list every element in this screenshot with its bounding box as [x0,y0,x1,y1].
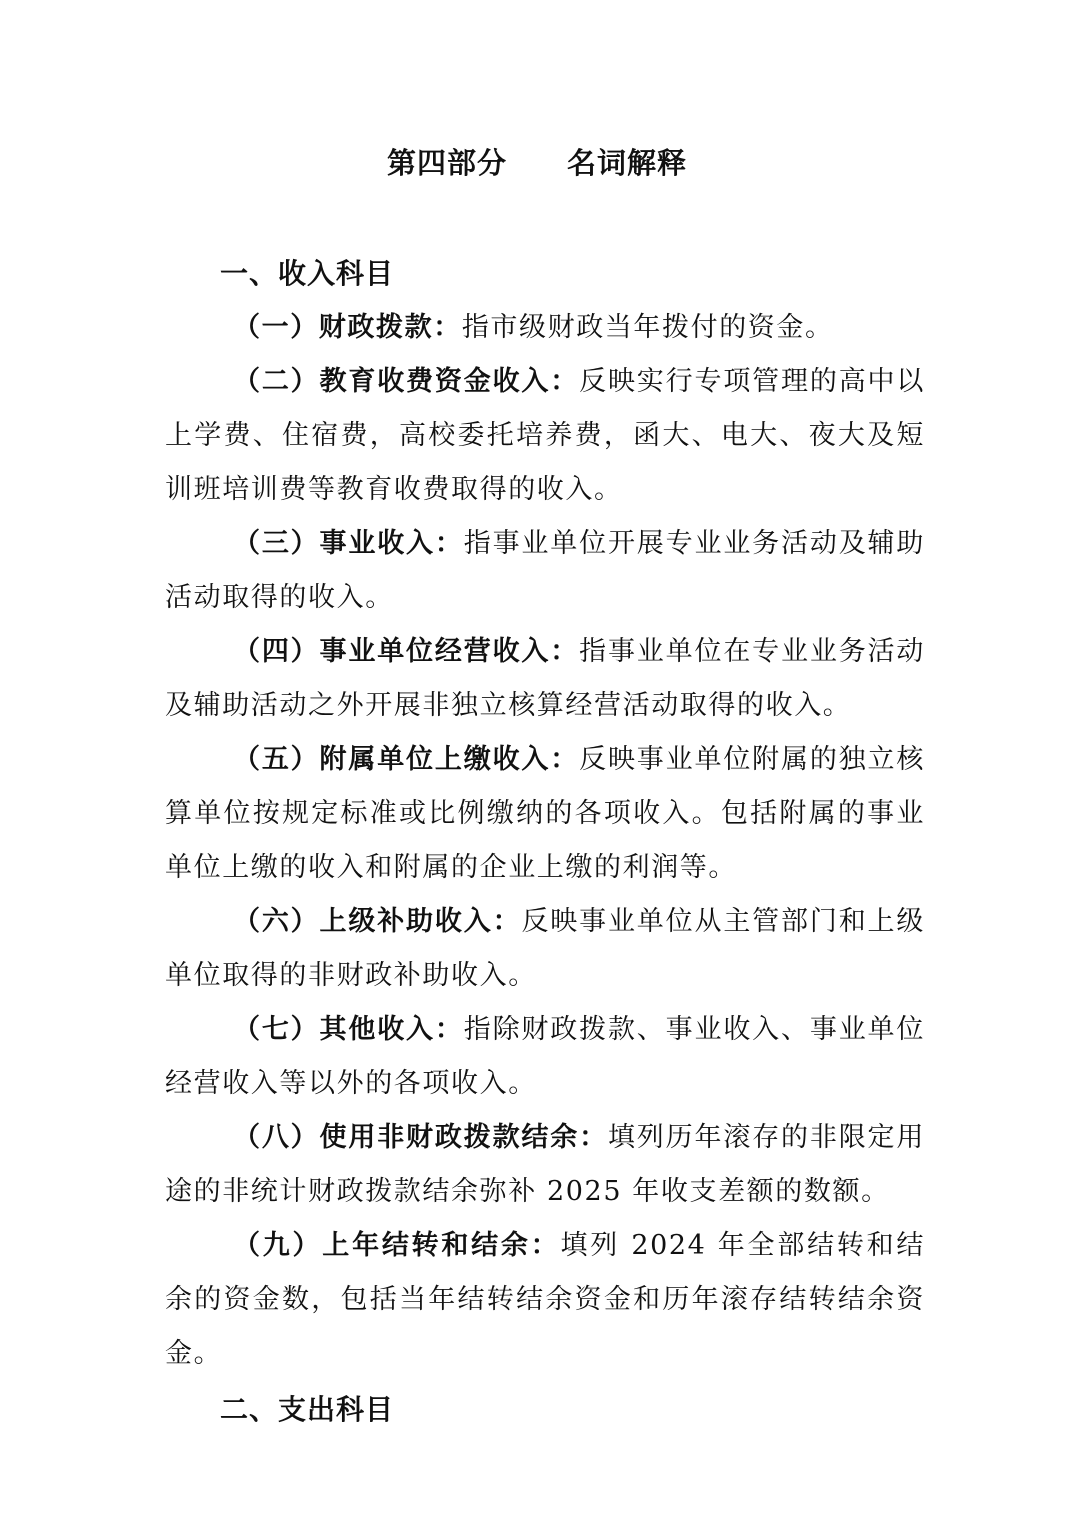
definition-text: 指除财政拨款、事业收入、事业单位经营收入等以外的各项收入。 [165,1014,925,1099]
definition-text: 反映事业单位从主管部门和上级单位取得的非财政补助收入。 [165,906,925,991]
definition-text: 指事业单位开展专业业务活动及辅助活动取得的收入。 [165,528,925,613]
definition-term: （九）上年结转和结余： [233,1230,561,1261]
section-heading-income: 一、收入科目 [220,257,395,290]
definition-term: （二）教育收费资金收入： [233,366,580,397]
definition-item [165,301,925,355]
definition-text: 指事业单位在专业业务活动及辅助活动之外开展非独立核算经营活动取得的收入。 [165,636,925,721]
definition-term: （六）上级补助收入： [233,906,522,937]
page-title: 第四部分 名词解释 [386,146,687,180]
document-body [165,247,925,1437]
definition-term: （一）财政拨款： [233,312,462,343]
definition-item [165,733,925,895]
definition-term: （八）使用非财政拨款结余： [233,1122,608,1153]
definition-text: 反映实行专项管理的高中以上学费、住宿费，高校委托培养费，函大、电大、夜大及短训班培训费等教育收费取得的收入。 [165,366,925,505]
definition-item [165,517,925,625]
definition-item [165,1111,925,1219]
definition-item [165,895,925,1003]
section-heading-expenditure: 二、支出科目 [220,1393,395,1426]
definition-term: （四）事业单位经营收入： [233,636,580,667]
definition-text: 填列 2024 年全部结转和结余的资金数，包括当年结转结余资金和历年滚存结转结余资金。 [165,1230,925,1369]
definition-item [165,1219,925,1381]
definition-item [165,355,925,517]
definition-text: 反映事业单位附属的独立核算单位按规定标准或比例缴纳的各项收入。包括附属的事业单位上缴的收入和附属的企业上缴的利润等。 [165,744,925,883]
definition-term: （五）附属单位上缴收入： [233,744,580,775]
definition-text: 填列历年滚存的非限定用途的非统计财政拨款结余弥补 2025 年收支差额的数额。 [165,1122,925,1207]
definition-text: 指市级财政当年拨付的资金。 [461,312,834,343]
definition-term: （三）事业收入： [233,528,464,559]
definition-term: （七）其他收入： [233,1014,464,1045]
definition-item [165,625,925,733]
definition-item [165,1003,925,1111]
